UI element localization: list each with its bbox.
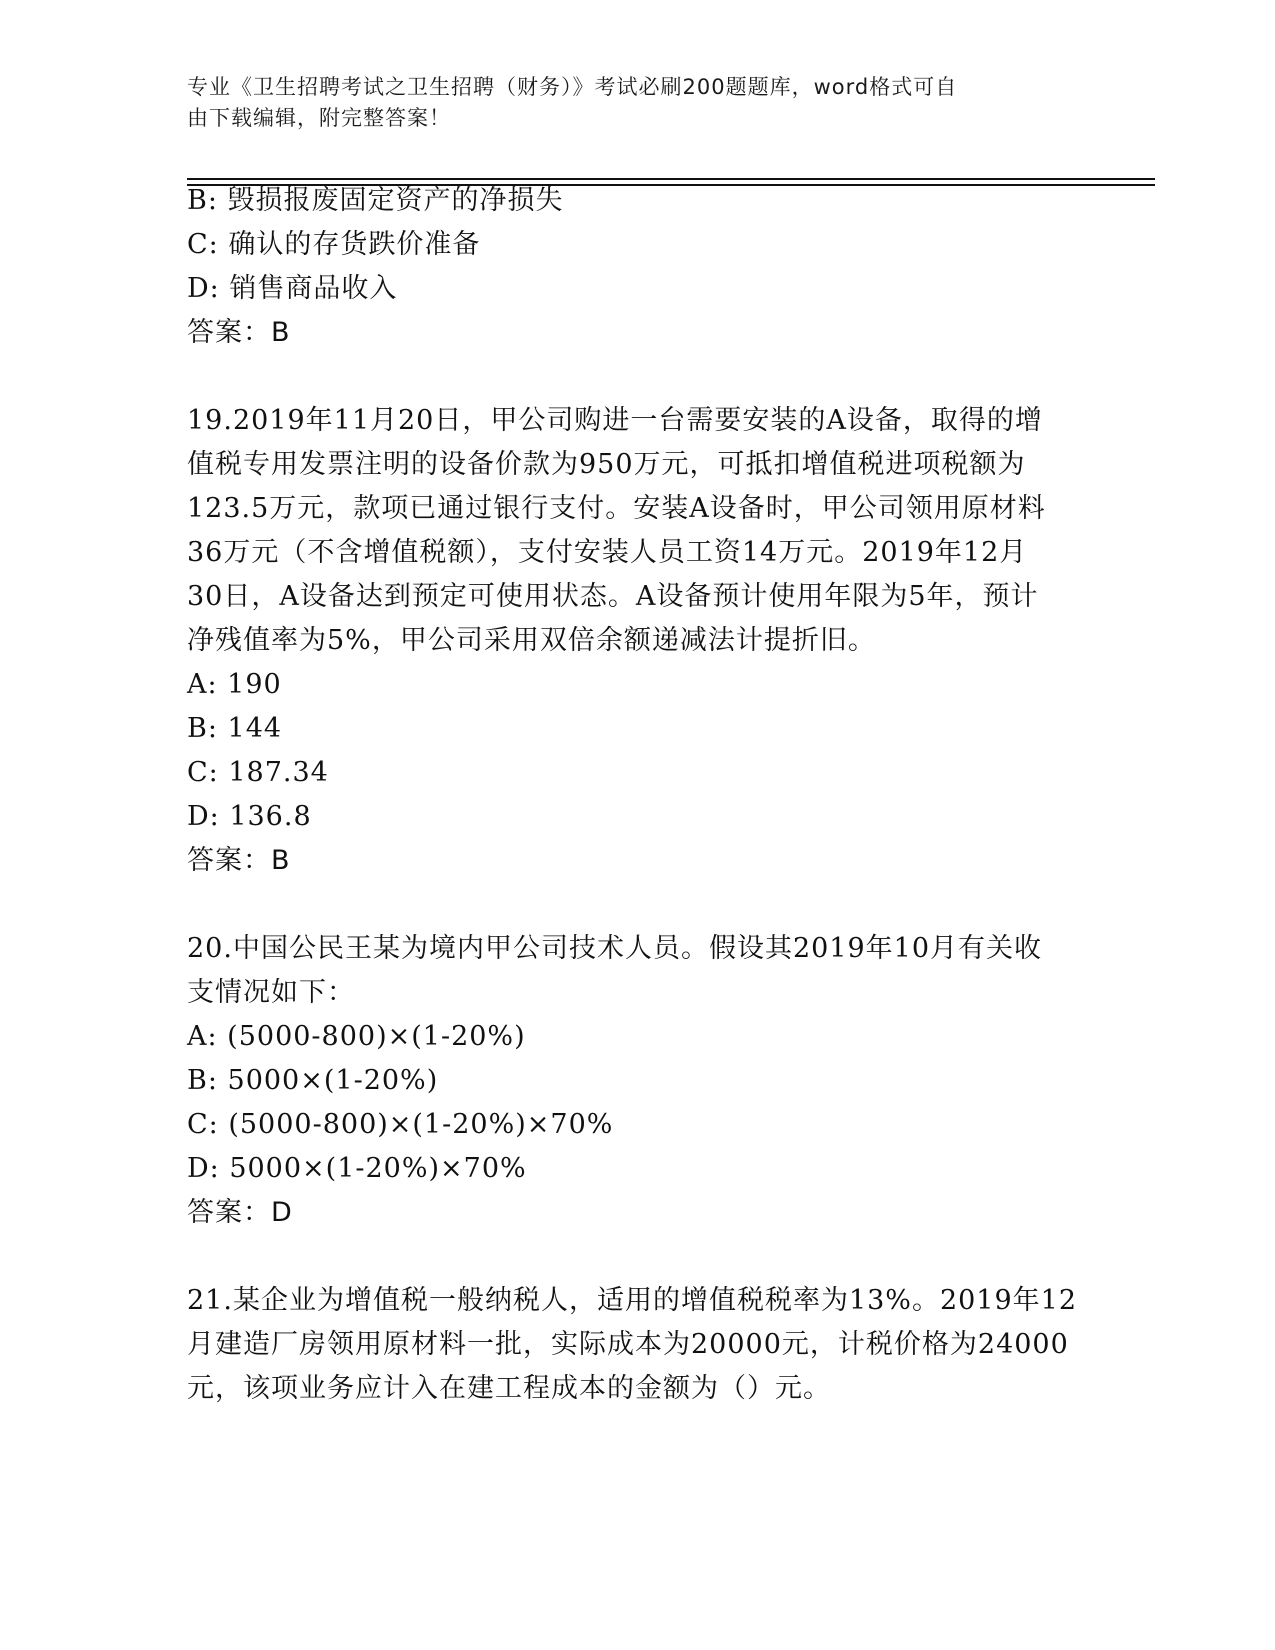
- q19-option-c: C: 187.34: [187, 757, 329, 788]
- q19-option-d: D: 136.8: [187, 801, 312, 832]
- header-line-2: 由下载编辑，附完整答案！: [187, 106, 451, 130]
- q19-stem-line: 36万元（不含增值税额），支付安装人员工资14万元。2019年12月: [187, 537, 1028, 568]
- header-line-1: 专业《卫生招聘考试之卫生招聘（财务）》考试必刷200题题库，word格式可自: [187, 75, 958, 99]
- q18-option-d: D: 销售商品收入: [187, 273, 398, 304]
- q19-answer: 答案：B: [187, 845, 291, 876]
- q20-stem-line: 20.中国公民王某为境内甲公司技术人员。假设其2019年10月有关收: [187, 933, 1043, 964]
- q20-option-d: D: 5000×(1-20%)×70%: [187, 1153, 527, 1184]
- q18-answer: 答案：B: [187, 317, 291, 348]
- q19-stem-line: 净残值率为5%，甲公司采用双倍余额递减法计提折旧。: [187, 625, 876, 656]
- q19-stem-line: 30日，A设备达到预定可使用状态。A设备预计使用年限为5年，预计: [187, 581, 1039, 612]
- q19-option-a: A: 190: [187, 669, 282, 700]
- q18-option-b: B: 毁损报废固定资产的净损失: [187, 185, 564, 216]
- q21-stem-line: 21.某企业为增值税一般纳税人，适用的增值税税率为13%。2019年12: [187, 1285, 1078, 1316]
- q20-option-b: B: 5000×(1-20%): [187, 1065, 439, 1096]
- q19-option-b: B: 144: [187, 713, 283, 744]
- q20-option-a: A: (5000-800)×(1-20%): [187, 1021, 526, 1052]
- q18-option-c: C: 确认的存货跌价准备: [187, 229, 481, 260]
- q21-stem-line: 月建造厂房领用原材料一批，实际成本为20000元，计税价格为24000: [187, 1329, 1069, 1360]
- q19-stem-line: 值税专用发票注明的设备价款为950万元，可抵扣增值税进项税额为: [187, 449, 1026, 480]
- q20-stem-line: 支情况如下：: [187, 977, 355, 1008]
- q19-stem-line: 19.2019年11月20日，甲公司购进一台需要安装的A设备，取得的增: [187, 405, 1043, 436]
- q19-stem-line: 123.5万元，款项已通过银行支付。安装A设备时，甲公司领用原材料: [187, 493, 1046, 524]
- document-header: [187, 72, 1067, 134]
- q21-stem-line: 元，该项业务应计入在建工程成本的金额为（）元。: [187, 1373, 831, 1404]
- q20-option-c: C: (5000-800)×(1-20%)×70%: [187, 1109, 614, 1140]
- q20-answer: 答案：D: [187, 1197, 293, 1228]
